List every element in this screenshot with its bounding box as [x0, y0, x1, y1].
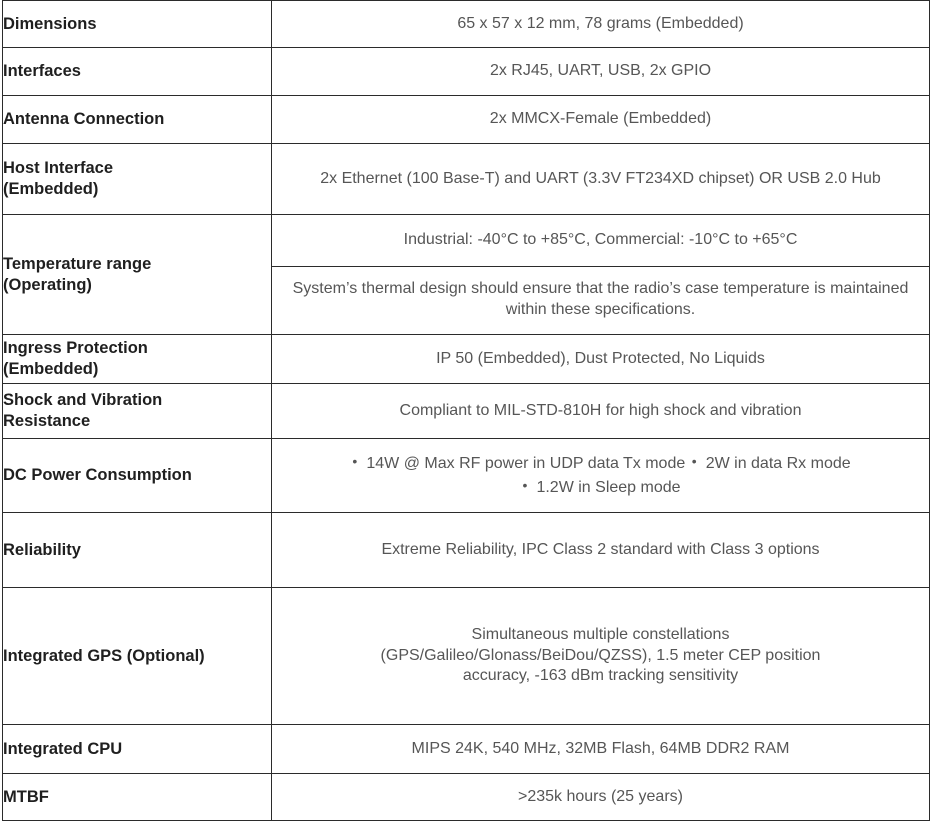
list-item: 1.2W in Sleep mode: [536, 478, 681, 496]
row-label-integrated-cpu: Integrated CPU: [3, 725, 272, 774]
row-label-antenna-connection: Antenna Connection: [3, 96, 272, 144]
row-label-interfaces: Interfaces: [3, 48, 272, 96]
table-row: [3, 513, 930, 588]
row-label-temperature-range-line1: Temperature range: [3, 254, 152, 273]
table-row: [3, 439, 930, 513]
row-value-temperature-range-part1: Industrial: -40°C to +85°C, Commercial: -10°C to +65°C: [272, 215, 929, 266]
row-label-dc-power-consumption: DC Power Consumption: [3, 439, 272, 513]
row-value-reliability: Extreme Reliability, IPC Class 2 standard with Class 3 options: [272, 513, 930, 588]
row-value-temperature-range: [272, 215, 930, 335]
row-label-host-interface-line1: Host Interface: [3, 159, 114, 178]
table-row: [3, 588, 930, 725]
table-subrow: [272, 266, 929, 334]
table-row: [3, 48, 930, 96]
row-label-shock-vibration-line1: Shock and Vibration: [3, 391, 163, 410]
table-row: [3, 1, 930, 48]
row-value-temperature-range-part2: System’s thermal design should ensure that the radio’s case temperature is maintained within these specifications.: [292, 280, 909, 319]
row-label-ingress-protection-line2: (Embedded): [3, 360, 99, 378]
row-label-host-interface-line2: (Embedded): [3, 180, 99, 198]
table-row: [3, 774, 930, 821]
row-value-ingress-protection: IP 50 (Embedded), Dust Protected, No Liquids: [272, 335, 930, 384]
table-subrow: [272, 215, 929, 266]
row-label-mtbf: MTBF: [3, 774, 272, 821]
table-row: [3, 96, 930, 144]
table-row: [3, 335, 930, 384]
specifications-table: [2, 0, 930, 821]
row-label-temperature-range-line2: (Operating): [3, 275, 92, 294]
row-value-antenna-connection: 2x MMCX-Female (Embedded): [272, 96, 930, 144]
table-row: [3, 384, 930, 439]
row-value-dc-power-consumption: [272, 439, 930, 513]
row-value-mtbf: >235k hours (25 years): [272, 774, 930, 821]
row-label-integrated-gps: Integrated GPS (Optional): [3, 588, 272, 725]
row-value-integrated-gps-line3: accuracy, -163 dBm tracking sensitivity: [462, 667, 739, 685]
row-value-interfaces: 2x RJ45, UART, USB, 2x GPIO: [272, 48, 930, 96]
temperature-range-subtable: [272, 215, 929, 334]
row-value-host-interface: 2x Ethernet (100 Base-T) and UART (3.3V FT234XD chipset) OR USB 2.0 Hub: [272, 144, 930, 215]
row-label-reliability: Reliability: [3, 513, 272, 588]
row-value-integrated-gps: [272, 588, 930, 725]
table-row: [3, 144, 930, 215]
row-label-ingress-protection-line1: Ingress Protection: [3, 339, 148, 358]
specifications-table-container: [2, 0, 929, 821]
table-row: [3, 215, 930, 335]
row-label-ingress-protection: [3, 335, 272, 384]
row-value-integrated-gps-line2: (GPS/Galileo/Glonass/BeiDou/QZSS), 1.5 meter CEP position: [380, 646, 821, 664]
row-value-shock-vibration: Compliant to MIL-STD-810H for high shock and vibration: [272, 384, 930, 439]
row-value-dimensions: 65 x 57 x 12 mm, 78 grams (Embedded): [272, 1, 930, 48]
list-item: 2W in data Rx mode: [705, 455, 851, 473]
table-row: [3, 725, 930, 774]
row-label-temperature-range: [3, 215, 272, 335]
row-label-host-interface: [3, 144, 272, 215]
row-label-shock-vibration: [3, 384, 272, 439]
row-value-integrated-gps-line1: Simultaneous multiple constellations: [471, 625, 730, 643]
list-item: 14W @ Max RF power in UDP data Tx mode: [366, 455, 686, 473]
dc-power-bullet-list: [272, 452, 929, 498]
row-label-shock-vibration-line2: Resistance: [3, 412, 91, 430]
row-value-integrated-cpu: MIPS 24K, 540 MHz, 32MB Flash, 64MB DDR2 RAM: [272, 725, 930, 774]
row-label-dimensions: Dimensions: [3, 1, 272, 48]
